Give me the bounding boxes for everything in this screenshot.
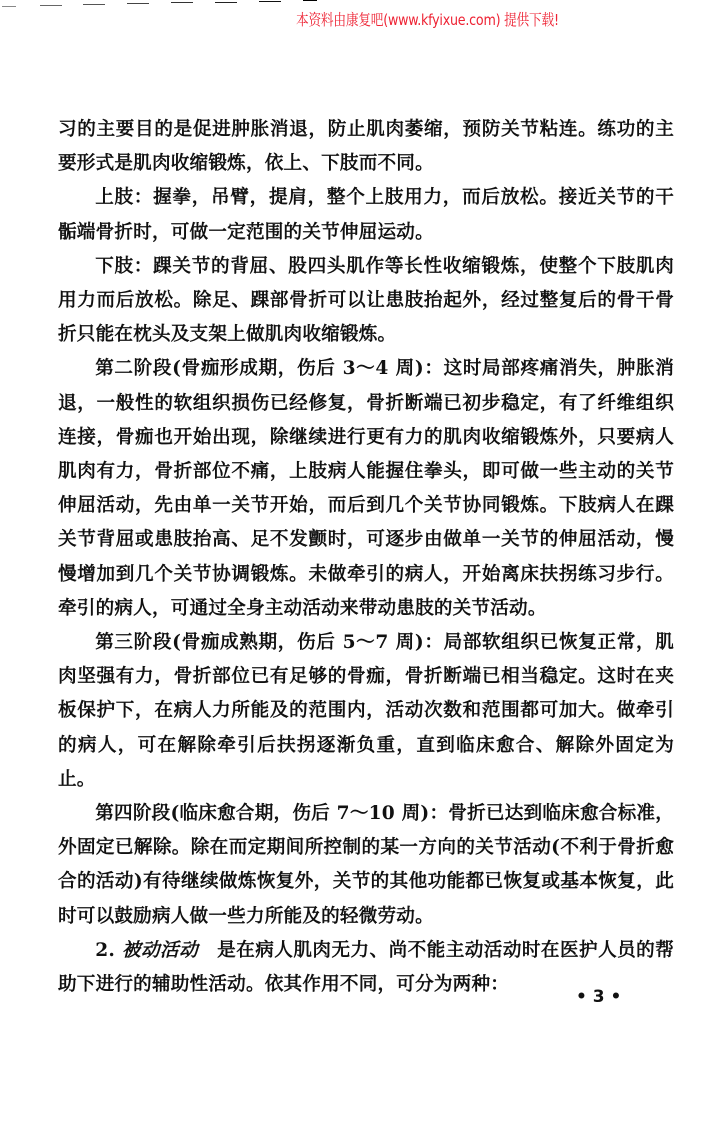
- section-term: 被动活动: [121, 939, 199, 961]
- edge-dash: [2, 6, 16, 7]
- paragraph-stage-four: 第四阶段(临床愈合期，伤后 7～10 周)：骨折已达到临床愈合标准，外固定已解除。除在而定期间所控制的某一方向的关节活动(不利于骨折愈合的活动)有待继续做炼恢复外，关节的其他功能都已恢复或基本恢复，此时可以鼓励病人做一些力所能及的轻微劳动。: [58, 803, 674, 927]
- section-number: 2.: [95, 939, 122, 961]
- paragraph-lower-limb: 下肢：踝关节的背屈、股四头肌作等长性收缩锻炼，使整个下肢肌肉用力而后放松。除足、踝部骨折可以让患肢抬起外，经过整复后的骨干骨折只能在枕头及支架上做肌肉收缩锻炼。: [58, 255, 674, 346]
- page-body: [58, 113, 674, 1002]
- edge-dash: [303, 0, 317, 1]
- section-text: 是在病人肌肉无力、尚不能主动活动时在医护人员的帮助下进行的辅助性活动。依其作用不同，可分为两种：: [58, 939, 674, 996]
- edge-dash: [171, 2, 193, 3]
- page-number: • 3 •: [576, 987, 622, 1007]
- edge-dash: [215, 2, 237, 3]
- edge-dash: [83, 4, 105, 5]
- edge-dash: [40, 5, 62, 6]
- paragraph-upper-limb: 上肢：握拳，吊臂，提肩，整个上肢用力，而后放松。接近关节的干骺端骨折时，可做一定范围的关节伸屈运动。: [58, 187, 674, 243]
- paragraph-stage-three: 第三阶段(骨痂成熟期，伤后 5～7 周)：局部软组织已恢复正常，肌肉坚强有力，骨折部位已有足够的骨痂，骨折断端已相当稳定。这时在夹板保护下，在病人力所能及的范围内，活动次数和范围都可加大。做牵引的病人，可在解除牵引后扶拐逐渐负重，直到临床愈合、解除外固定为止。: [58, 632, 674, 790]
- edge-dash: [259, 1, 281, 2]
- edge-dash: [127, 3, 149, 4]
- paragraph-stage-two: 第二阶段(骨痂形成期，伤后 3～4 周)：这时局部疼痛消失，肿胀消退，一般性的软组织损伤已经修复，骨折断端已初步稳定，有了纤维组织连接，骨痂也开始出现，除继续进行更有力的肌肉收缩锻炼外，只要病人肌肉有力，骨折部位不痛，上肢病人能握住拳头，即可做一些主动的关节伸屈活动，先由单一关节开始，而后到几个关节协同锻炼。下肢病人在踝关节背屈或患肢抬高、足不发颤时，可逐步由做单一关节的伸屈活动，慢慢增加到几个关节协调锻炼。未做牵引的病人，开始离床扶拐练习步行。牵引的病人，可通过全身主动活动来带动患肢的关节活动。: [58, 358, 674, 619]
- scan-edge-marks: [0, 0, 260, 6]
- download-watermark: 本资料由康复吧(www.kfyixue.com) 提供下载!: [296, 11, 559, 29]
- paragraph-continuation: 习的主要目的是促进肿胀消退，防止肌肉萎缩，预防关节粘连。练功的主要形式是肌肉收缩锻炼，依上、下肢而不同。: [58, 119, 674, 175]
